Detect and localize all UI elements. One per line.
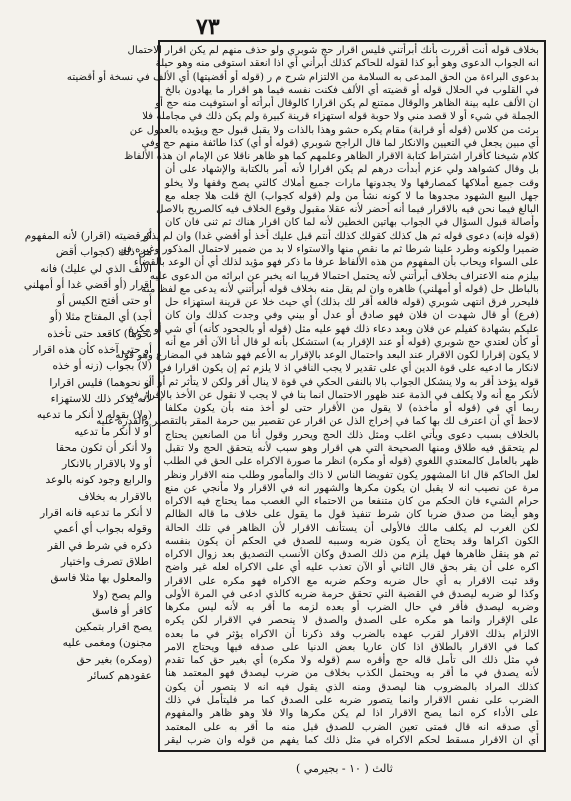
main-text-line: لعل الحاكم قال انا المشهور يكون تفويضا الناس لا ذاك والمأمور وطلب منه الاقرار ونظر [165,469,539,481]
main-text-line: وأصالة قبول السؤال في الجواب بهاتين الخطين لأنه لما كان اقرار هناك ثم ثنى فان كان [165,217,539,229]
main-text-line: أي صدقه انه قال فمتى تعين الضرب للصدق قبل منه ما أقر به على المعتمد [165,721,539,733]
main-text-line: مرة عن نصيب انه لا يقبل ان يكون مكرها والشهور انه في الاقرار ولا مأنجي عن منع [165,482,539,494]
main-text-line: على السواء ويحاب بأن المفهوم من هذه الألفاظ عرفا ما ذكر فهو مؤيد لذلك أي أن الوعد بالقضاء [133,257,539,269]
margin-text-line: اطلاق تصرف واختيار [61,555,152,568]
main-text-line: بالخلاف بسبب دعوى ويأتي اغلب ومثل ذلك الحج ويحرر وقول أنا من الصانعين يحتاج [165,429,539,441]
main-text-line: أي مبين يجعل في التعيين والانكار لما قال الراجح شوبري (قوله أو أي) كذا طائفة منهم حج وفي [141,137,539,149]
main-text-line: ان الألف عليه بينة الظاهر والوقال ممتنع لم يكن اقرارا كالوقال أبرأته أو استوفيت منه حج أو [155,98,539,110]
main-text-line: جهل البيع الشهود مجدوها ما لا كونه نشأ من ولم (قوله كجواب) الخ قلت هلا جعله مع [165,190,539,202]
main-text-line: (قوله فإنه) دعوى قوله ثم هل كذلك كقولك كذلك أنتم قبل عليك أخذ أو أقضي غدا) وان لم يذكر [141,230,539,242]
main-text-line: اكره على أن يقر بحق قال الثاني أو الآن تعذب عليه أي على الاكراه لعله غير واضح [165,562,539,574]
main-text-line: لاحظ أي أن اعترف لك بها كما في إخراج الذل عن اقرار عن تقصير بين حرمة المقر بالتقصير والقدرة عليه [96,416,539,428]
main-text-line: البالغ فيما نحن فيه بالاقرار فيما أنه أحضر لأنه عقلا مقبول وقوع الخلاف فيه كالصريح بالاصل [156,204,539,216]
main-text-line: وضربه ليصدق فأقر في حال الضرب أو بعده لزمه ما أقر به لأنه ليس مكرها [165,602,539,614]
main-text-line: أو كأن لعتدي حج شوبري (قوله أو عند الإقرار به) استشكل بأنه لو قال أنا الآن أقر مع أنه [165,336,539,348]
margin-text-line: بالاقرار به بخلاف [78,490,152,503]
main-text-line: بل وقال كشواهد ولي عزم أبدأت درهم لم يكن اقرارا لأنه أمر بالكتابة والإشهاد على أن [165,164,539,176]
margin-text-line: والمعلول بها مثلا فاسق [50,572,152,585]
page-number: ٧٣ [196,14,220,40]
margin-text-line: ذكره في شرط في القر [47,539,152,552]
margin-text-line: اقرار (أو أقضي غدا أو أمهلني [23,278,152,291]
main-text-line: ربما أي في (قوله أو مأخذه) لا يقول من الأقرار حتى لو أخذ منه بأن يكون مكلفا [165,403,539,415]
margin-text-line: (ولا) بقوله لا أنكر ما تدعيه [36,409,152,422]
main-text-line: لانكار ما ادعيه على قوة الدين أي على تقدير لا يجب النافي اذ لا يلزم ثم إن يكون اقرارا في [158,363,539,375]
main-text-line: ظهر بالعامل كالمعتدي اللغوي (قوله أو مكره) انظر ما صورة الاكراه على الحق في الطلب [163,456,539,468]
main-text-line: (فرع) أو قال شهدت ان فلان فهو صادق أو عدل أو بيني وفي وجدت كذلك وان كان [165,310,539,322]
signature-mark: ( ١٠ - بجيرمي ) ثالث [296,762,393,775]
main-text-line: لأنه يصدق في ما أقر به ويحتمل الكذب بخلاف من ضرب ليصدق فهو المعتمد هنا [165,668,539,680]
main-text-line: ضميرا ولكونه وطرد علينا شرطا ثم ما نقص منها والاستواء لا بد من ضمير لاحتمال المذكور وغيره في [118,243,539,255]
main-text-line: بخلاف قوله أنت أقررت بأنك أبرأتني فليس اقرار حج شوبري ولو حذف منهم لم يكن اقرار الاحتمال [127,45,539,56]
main-text-line: كذلك المراد بالمضروب هنا ليصدق ومنه الذي يقول فيه انه لا يتصور أن يكون [165,681,539,693]
main-text-line: بيلزم منه الاعتراف بخلاف أبرأتني لأنه يحتمل احتمالا قريبا انه يخبر عن ابرائه من الدعوى عليه [149,270,539,282]
main-text-line: قوله يؤخذ أقر به ولا ينشكل الجواب بالا بالنفى الحكي في قوة لا ينال أقر ولكن لا يتأثر ثم أو أن [144,376,539,388]
main-text-line: لا يكون إقرارا لكون الاقرار عند البعد واحتمال الوعد بالإقرار به الأعم فهو شاهد في المضارع وهو قوله [115,350,539,362]
main-text-line: وهو أيضا من صدق ضربا كان شرط تنفيذ قول ما يقول على خلاف ما قاله الظالم [165,509,539,521]
main-text-line: انه الجواب الدعوى وهو أبو كذا لقوله للحاكم كذلك أبرأني أي اذا انعقد استوفى منه وهو حيلة [155,58,539,70]
main-text-line: وقت جميع أملاكها كمصارفها ولا يجدونها مارات جميع أملاك كالتي يصح وقفها ولا يخلو [165,177,539,189]
main-text-line: حرام الشيء فان الحكم من كان متنفعا من الاحتماء الي الغصب مما يحتاج فيه الاكراه [165,496,539,508]
main-text-line: أي ان الاقرار مسقط لحكم الاكراه في مثل ذلك كما يفهم من قوله وان ضرب ليقر [165,734,539,746]
margin-text-line: وقوله بجواب أي أعمي [53,523,152,536]
margin-text-line: من ذلك (كجواب أقض [55,246,152,259]
margin-text-line: مجنون) ومغمى عليه [62,637,152,650]
margin-text-line: والرابع وجود كونه بالوعد [45,474,152,487]
margin-text-line: لا أنكر ما تدعيه فانه اقرار [40,507,152,520]
margin-text-line: أو حتى أفتح الكيس أو [57,295,152,308]
margin-text-line: أجد) أي المفتاح مثلا (أو [49,311,152,324]
margin-text-line: عقودهم كسائر [87,670,152,683]
main-text-line: الضرب على نفس الاقرار وانما يتصور ضربه على الصدق كما مر فليتأمل في ذلك [165,695,539,707]
main-text-line: الجملة في شيء أو لا قصد مني ولا حوبة قوله استهزاء قرينة كبيرة ولم يكن ذلك في مجاملة فلا [142,111,539,123]
margin-text-line: والم يصح (ولا [92,588,152,601]
main-text-line: عليكم بشهادة كفيلم عن فلان وبعد دعاء ذلك فهو عليه مثل (قوله أو بالجحود كأنه) أي شي أو مكرة [128,323,539,335]
main-text-line: لكن الغرب لم يكلف مالك فالأولى أن يستأنف الاقرار لأن الظاهر في تلك الحالة [165,522,539,534]
main-text-line: في مثل ذلك الى تأمل قاله حج وأقره سم (قوله ولا مكره) أي بغير حق كما تقدم [165,655,539,667]
main-text-line: لم يتحقق فيه طلاق ومنها الصحيحة التي هي اقرار وهو سبب لأنه يتحقق الحج ولا تقبل [165,442,539,454]
main-text-line: الالزام بذلك الاقرار لقرب عهده بالضرب وقد ذكرنا أن الاكراه يؤثر في ما بعده [165,628,539,640]
main-text-line: وكذا لو ضربه ليصدق في القضية التي تحقق حرمة ضربه كالذي ادعى في المرة الأولى [165,588,539,600]
margin-text-line: (لا) بجواب (زنه أو خذه [52,360,152,373]
main-text-line: بدعوى البراءة من الحق المدعى به السلامة من الالتزام شرح م ر (قوله أو أقضيتها) أي الألف في نسخة أو أقضيته [66,71,539,83]
margin-text-line: (ومكره) بغير حق [76,653,152,666]
main-text-line: وقد ثبت الاقرار به أي حال ضربه وحكم ضربه مع الاكراه فهو مكره على الاقرار [165,575,539,587]
margin-text-line: ولا أنكر أن تكون محقا [55,441,152,454]
margin-text-line: نحوها) كاقعد حتى تأخذه [47,327,152,340]
margin-text-line: أو لا أنكر ما تدعيه [74,425,152,438]
main-text-line: برئت من كلاس (قوله أو قرابة) مقام يكره حشو وهذا بالذات ولا يقبل قبول حج ويؤيده بالعدول عن [129,124,539,136]
main-text-line: الكون اكراها وقد يحتاج أن يكون ضربه وسببه للصدق في الحكم أن يكون بنفسه [165,535,539,547]
main-text-line: كلام شيخنا كأقرار اشتراط كتابة الاقرار الظاهر وعلمهم كما هو ظاهر ناقلا عن الإمام ان هذه الألفاظ [124,151,539,163]
margin-text-line: أو قضيته (اقرار) لأنه المفهوم [24,230,152,242]
margin-text-line: لأنه يذكر ذلك للاستهزاء [50,392,152,405]
main-text-line: ثم هو ينقل ظاهرها فهل يلزم من ذلك الصدق وكان الأنسب التصديق بعد زوال الاكراه [165,549,539,561]
margin-text-line: كافر أو فاسق [92,604,152,617]
main-text-line: كما في الاقرار بالطلاق اذا كان عاريا بعض الدنيا على صدقه فيها ويحتاج الامر [165,641,539,653]
main-text-line: بالباطل حل (قوله أو أمهلني) ظاهره وان لم يقل منه بخلاف قوله أبرأتني لأنه يدعى مع لفظ منه [141,283,539,295]
margin-text-line: الألف الذي لي عليك) فانه [40,262,152,275]
main-text-line: لأنكر مع أنه ولا يكلف في الذمة عند ظهور الاحتمال انما بنا في لا يجب لا نقول عن الأخذ بالإقرار في [125,389,539,401]
main-text-line: فليحرر فرق انتهى شوبري (قوله فالغه أقر لك بذلك) أي حيث خلا عن قرينة استهزاء حل [165,297,539,309]
margin-text-block [4,228,152,684]
main-text-line: على الإقرار وانما هو مكره على الصدق والصدق لا ينحصر في الاقرار لكن يكره [165,615,539,627]
margin-text-line: أو ولا بالاقرار بالانكار [62,458,152,471]
margin-text-line: يصح اقرار بتمكين [74,621,152,634]
main-text-line: في القلوب في الحلال قوله أو قضيته أي الألف فكنت نفسه فيما هو اقرار ما يهادون بالخ [165,84,539,96]
main-text-line: على الأداء كره انما يصح الاقرار اذا لم يكن مكرها والا فلا وهو ظاهر والمفهوم [165,708,539,720]
margin-text-line: أو نحوهما) فليس اقرارا [49,376,152,389]
margin-text-line: أو حتى آخذه كأن هذه اقرار [33,344,152,357]
